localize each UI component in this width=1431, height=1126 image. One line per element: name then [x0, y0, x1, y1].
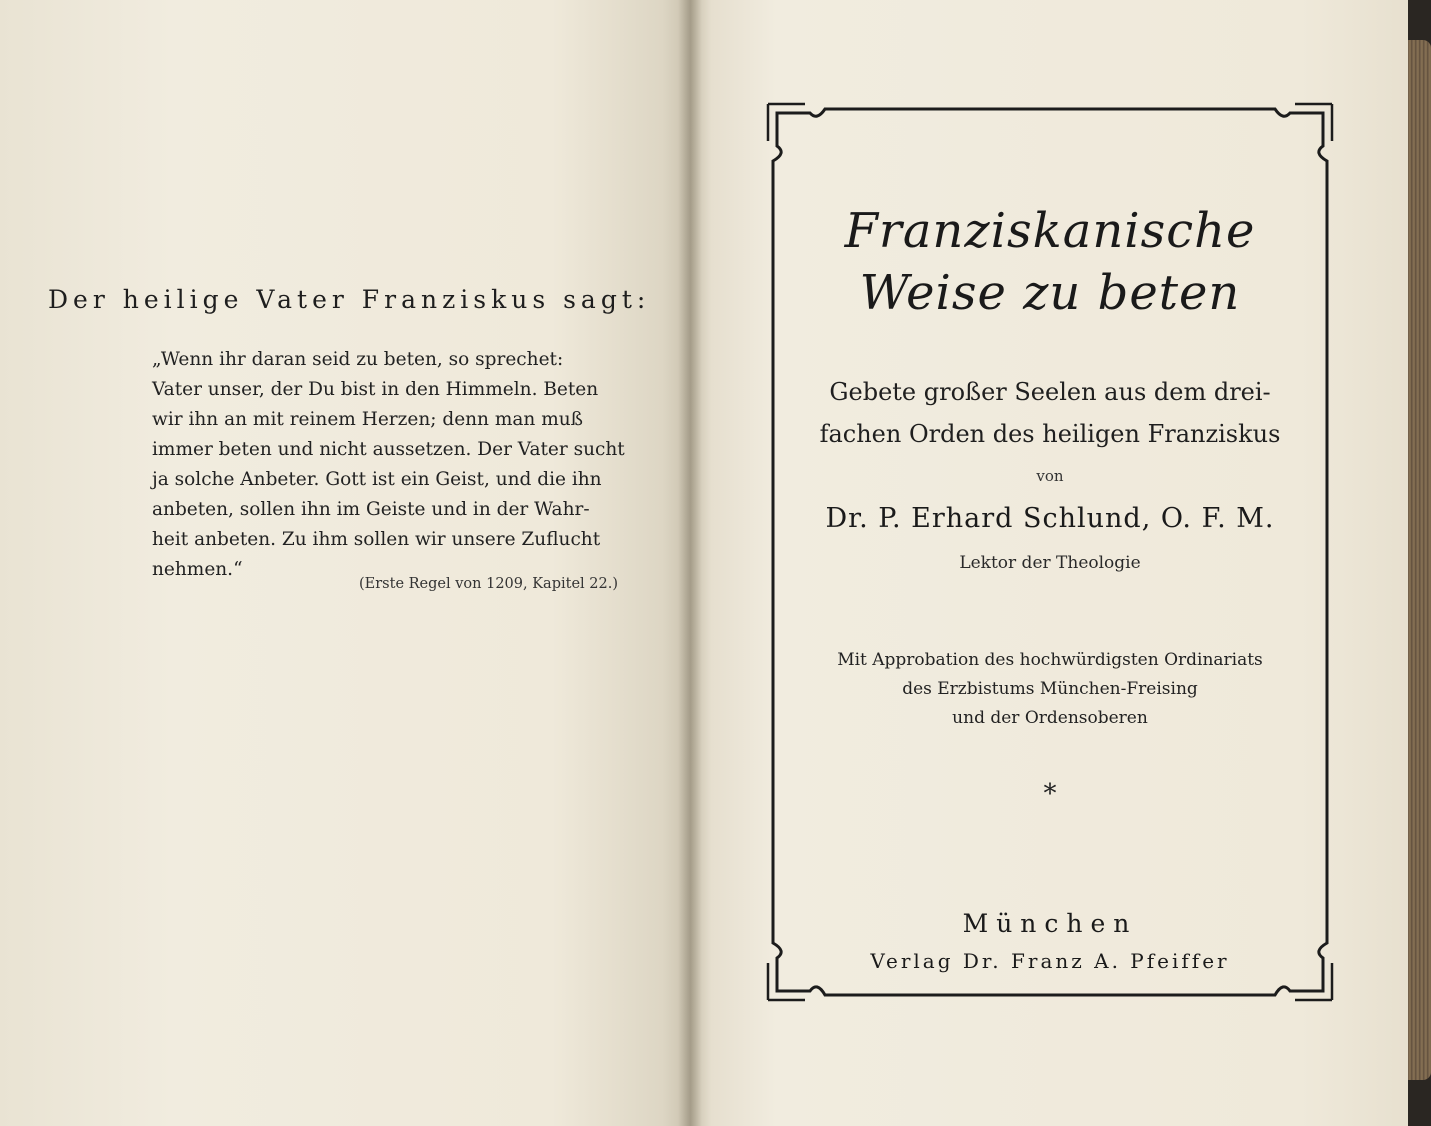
quote-source: (Erste Regel von 1209, Kapitel 22.) — [359, 576, 618, 592]
quote-line: immer beten und nicht aussetzen. Der Vater sucht — [152, 439, 625, 460]
quote-line: anbeten, sollen ihn im Geiste und in der Wahr- — [152, 499, 590, 520]
approbation-line3: und der Ordensoberen — [952, 708, 1148, 728]
publisher-name: Verlag Dr. Franz A. Pfeiffer — [870, 949, 1230, 973]
book-title-line2: Weise zu beten — [859, 265, 1241, 321]
left-page — [0, 0, 690, 1126]
quote-line: Vater unser, der Du bist in den Himmeln. Beten — [152, 379, 599, 400]
title-page-frame — [765, 101, 1335, 1003]
book-gutter — [678, 0, 702, 1126]
approbation-line1: Mit Approbation des hochwürdigsten Ordinariats — [837, 650, 1263, 670]
quote-line: „Wenn ihr daran seid zu beten, so sprechet: — [152, 349, 564, 370]
book-title-line1: Franziskanische — [844, 203, 1256, 259]
ornament-asterisk: * — [1043, 779, 1057, 809]
approbation-line2: des Erzbistums München-Freising — [902, 679, 1198, 699]
quote-body — [152, 345, 625, 585]
quote-heading: Der heilige Vater Franziskus sagt: — [48, 285, 651, 314]
subtitle-line2: fachen Orden des heiligen Franziskus — [819, 420, 1281, 448]
by-label: von — [1036, 467, 1064, 485]
publication-city: München — [962, 909, 1138, 938]
quote-line: heit anbeten. Zu ihm sollen wir unsere Zuflucht — [152, 529, 601, 550]
quote-line: ja solche Anbeter. Gott ist ein Geist, und die ihn — [152, 469, 602, 490]
page-edge — [1408, 40, 1431, 1080]
quote-line: nehmen.“ — [152, 559, 243, 580]
quote-line: wir ihn an mit reinem Herzen; denn man muß — [152, 409, 584, 430]
author-role: Lektor der Theologie — [959, 553, 1141, 573]
author-name: Dr. P. Erhard Schlund, O. F. M. — [825, 503, 1275, 534]
subtitle-line1: Gebete großer Seelen aus dem drei- — [829, 378, 1271, 406]
